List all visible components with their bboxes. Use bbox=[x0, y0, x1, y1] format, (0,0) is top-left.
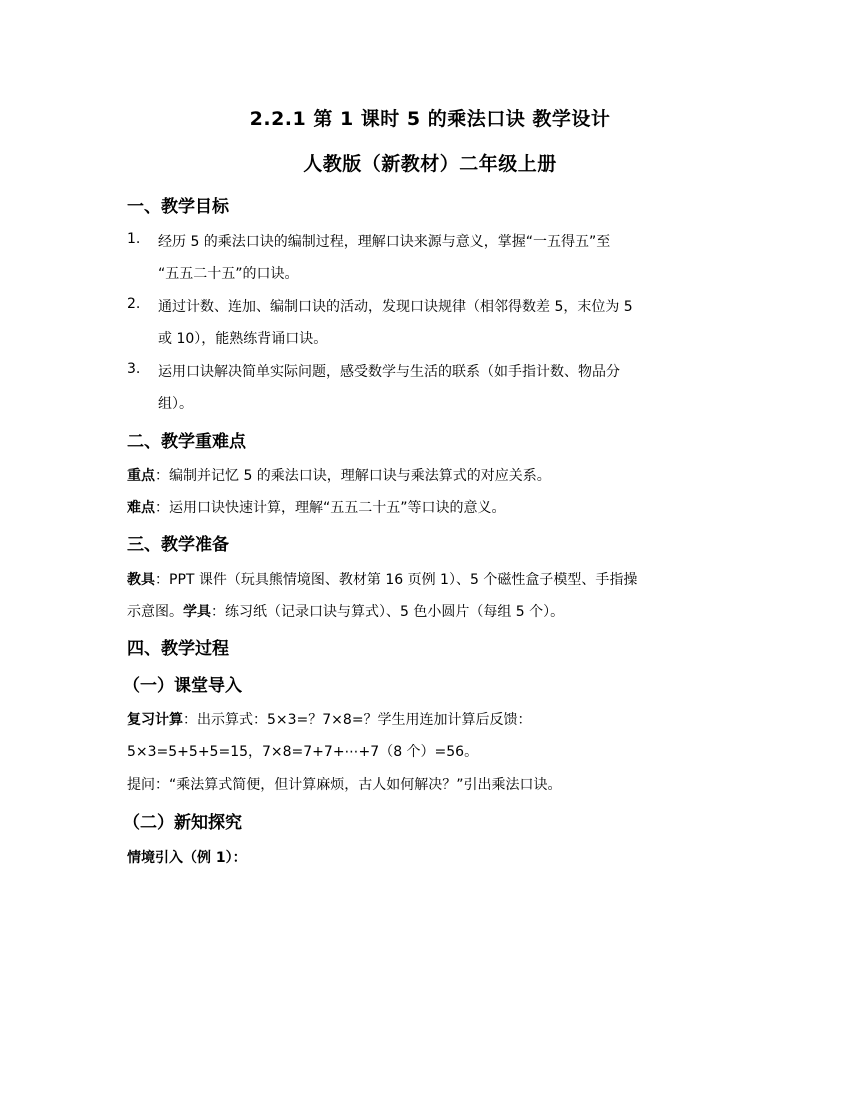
key-point-line bbox=[127, 465, 551, 485]
list-item-number: 2. bbox=[127, 296, 141, 312]
teaching-tools-text: ：PPT 课件（玩具熊情境图、教材第 16 页例 1）、5 个磁性盒子模型、手指操 bbox=[155, 572, 638, 588]
key-point-label: 重点 bbox=[127, 468, 155, 484]
section-heading-process: 四、教学过程 bbox=[127, 639, 229, 659]
subsection-heading-intro: （一）课堂导入 bbox=[123, 676, 242, 696]
list-item-text: “五五二十五”的口诀。 bbox=[158, 266, 299, 282]
teaching-tools-line bbox=[127, 569, 637, 589]
student-tools-line bbox=[127, 601, 564, 621]
section-heading-preparation: 三、教学准备 bbox=[127, 535, 229, 555]
document-title: 2.2.1 第 1 课时 5 的乘法口诀 教学设计 bbox=[249, 108, 611, 130]
difficulty-text: ：运用口诀快速计算，理解“五五二十五”等口诀的意义。 bbox=[155, 500, 506, 516]
difficulty-line bbox=[127, 497, 506, 517]
calculation-line: 5×3=5+5+5=15，7×8=7+7+⋯+7（8 个）=56。 bbox=[127, 744, 479, 760]
subsection-heading-explore: （二）新知探究 bbox=[123, 813, 242, 833]
section-heading-objectives: 一、教学目标 bbox=[127, 197, 229, 217]
student-tools-text: ：练习纸（记录口诀与算式）、5 色小圆片（每组 5 个）。 bbox=[211, 604, 565, 620]
list-item-text: 或 10），能熟练背诵口诀。 bbox=[158, 331, 328, 347]
review-label: 复习计算 bbox=[127, 712, 183, 728]
list-item-text: 组）。 bbox=[158, 396, 193, 412]
review-line bbox=[127, 709, 532, 729]
question-line: 提问：“乘法算式简便，但计算麻烦，古人如何解决？”引出乘法口诀。 bbox=[127, 777, 562, 793]
scenario-intro: 情境引入（例 1）： bbox=[127, 850, 247, 866]
difficulty-label: 难点 bbox=[127, 500, 155, 516]
list-item-text: 通过计数、连加、编制口诀的活动，发现口诀规律（相邻得数差 5，末位为 5 bbox=[158, 299, 633, 315]
review-text: ：出示算式：5×3=？7×8=？学生用连加计算后反馈： bbox=[183, 712, 532, 728]
list-item-number: 3. bbox=[127, 361, 141, 377]
document-subtitle: 人教版（新教材）二年级上册 bbox=[303, 153, 557, 175]
list-item-text: 经历 5 的乘法口诀的编制过程，理解口诀来源与意义，掌握“一五得五”至 bbox=[158, 234, 611, 250]
section-heading-key-points: 二、教学重难点 bbox=[127, 432, 246, 452]
key-point-text: ：编制并记忆 5 的乘法口诀，理解口诀与乘法算式的对应关系。 bbox=[155, 468, 551, 484]
list-item-text: 运用口诀解决简单实际问题，感受数学与生活的联系（如手指计数、物品分 bbox=[158, 364, 620, 380]
list-item-number: 1. bbox=[127, 231, 141, 247]
teaching-tools-label: 教具 bbox=[127, 572, 155, 588]
student-tools-label: 学具 bbox=[183, 604, 211, 620]
teaching-tools-text-continued: 示意图。 bbox=[127, 604, 183, 620]
